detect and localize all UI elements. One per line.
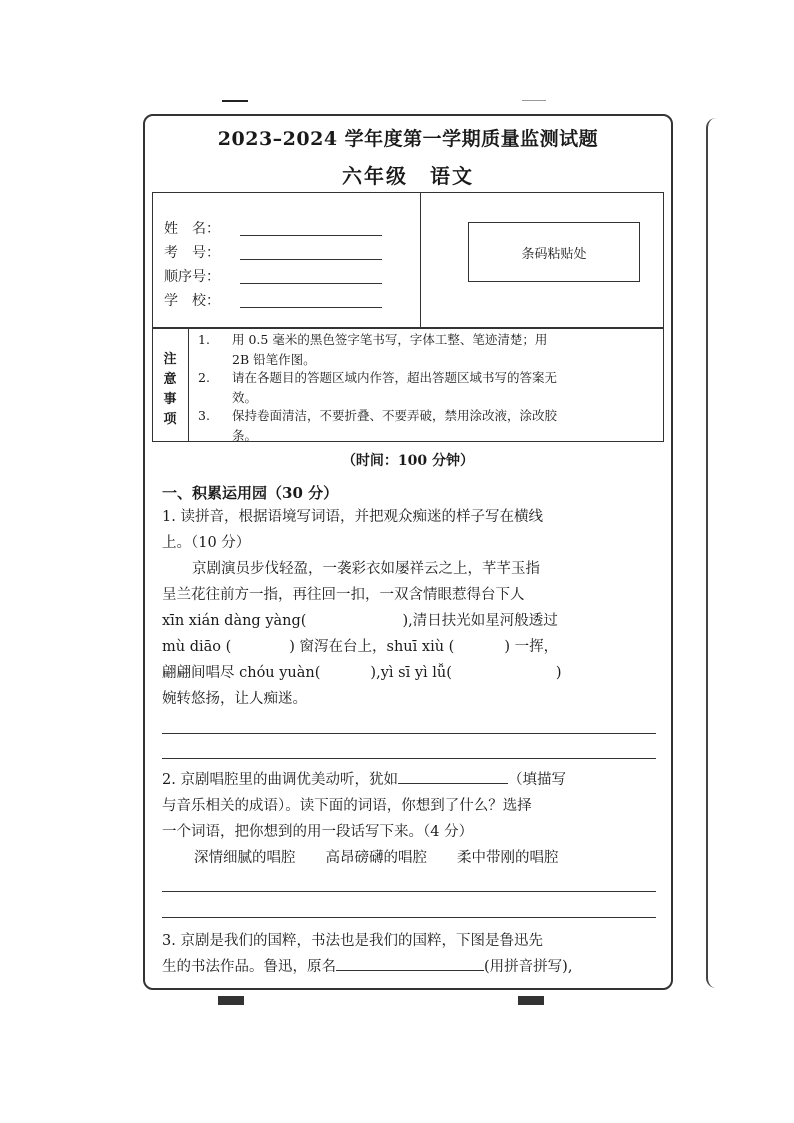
scan-mark-top-left [222,100,248,102]
notes-heading [152,350,188,430]
note-text [232,406,658,446]
q3-prompt-line: 3. 京剧是我们的国粹，书法也是我们的国粹，下图是鲁迅先 [162,933,543,949]
q2-prompt-line: 一个词语，把你想到的用一段话写下来。（4 分） [162,824,474,840]
exam-number-label: 考 号： [164,245,220,261]
pinyin-text: xīn xián dàng yàng( [162,613,307,629]
answer-line[interactable] [162,758,656,759]
note-text [232,368,658,408]
note-item [198,368,658,405]
school-label: 学 校： [164,293,220,309]
scan-block-right [518,996,544,1005]
order-number-input-line[interactable] [240,283,382,284]
q2-text: （填描写 [507,772,566,788]
note-item [198,330,658,367]
notes-heading-char: 事 [163,392,177,407]
q2-option: 深情细腻的唱腔 [194,850,296,866]
q2-option: 柔中带刚的唱腔 [457,850,559,866]
q1-passage-line: 呈兰花往前方一指，再往回一扣，一双含情眼惹得台下人 [162,587,525,603]
q1-passage-line [162,660,562,686]
exam-subtitle: 六年级 语文 [342,164,474,188]
note-number: 2. [198,370,210,385]
pinyin-text: ),yì sī yì lǚ( [370,665,452,681]
answer-line[interactable] [162,891,656,892]
original-name-blank[interactable] [336,970,484,971]
note-line: 用 0.5 毫米的黑色签字笔书写，字体工整、笔迹清楚；用 [232,332,548,347]
note-line: 条。 [232,428,258,443]
q2-option: 高昂磅礴的唱腔 [325,850,427,866]
notes-heading-char: 注 [163,352,177,367]
q1-prompt-line: 上。（10 分） [162,535,251,551]
next-page-edge [706,118,720,988]
note-line: 请在各题目的答题区域内作答，超出答题区域书写的答案无 [232,370,558,385]
exam-title: 2023–2024 学年度第一学期质量监测试题 [217,128,599,150]
q3-prompt-line [162,954,572,980]
barcode-area [468,222,640,282]
exam-number-input-line[interactable] [240,259,382,260]
q1-passage-line: 京剧演员步伐轻盈，一袭彩衣如屡祥云之上，芊芊玉指 [192,561,540,577]
note-number: 1. [198,332,210,347]
notes-heading-char: 意 [163,372,177,387]
pinyin-text: mù diāo ( [162,639,232,655]
info-divider [420,192,421,328]
notes-divider [188,328,189,442]
q2-options [194,845,559,871]
order-number-field[interactable] [164,266,236,286]
q3-text: 生的书法作品。鲁迅，原名 [162,959,336,975]
note-number: 3. [198,408,210,423]
note-line: 保持卷面清洁，不要折叠、不要弄破，禁用涂改液，涂改胶 [232,408,558,423]
idiom-blank[interactable] [398,783,508,784]
note-text [232,330,658,370]
q2-prompt-line [162,767,566,793]
school-input-line[interactable] [240,307,382,308]
name-input-line[interactable] [240,235,382,236]
scan-block-left [218,996,244,1005]
q3-text: (用拼音拼写), [484,959,573,975]
passage-text: ) 窗泻在台上，shuī xiù ( [289,639,455,655]
passage-text: ) [555,665,562,681]
passage-text: ),清日扶光如星河般透过 [402,613,558,629]
q2-prompt-line: 与音乐相关的成语）。读下面的词语，你想到了什么？选择 [162,798,532,814]
note-line: 2B 铅笔作图。 [232,352,316,367]
name-field[interactable] [164,218,236,238]
scan-mark-top-right [522,100,546,101]
q1-passage-line [162,634,558,660]
pinyin-text: 翩翩间唱尽 chóu yuàn( [162,665,321,681]
q2-text: 2. 京剧唱腔里的曲调优美动听，犹如 [162,772,398,788]
order-number-label: 顺序号： [164,269,220,285]
exam-number-field[interactable] [164,242,236,262]
section-heading: 一、积累运用园（30 分） [162,484,339,502]
name-label: 姓 名： [164,221,220,237]
notes-heading-char: 项 [163,412,177,427]
q1-passage-line [162,608,558,634]
school-field[interactable] [164,290,236,310]
exam-time: （时间：100 分钟） [341,453,475,469]
q1-prompt-line: 1. 读拼音，根据语境写词语，并把观众痴迷的样子写在横线 [162,509,543,525]
passage-text: ) 一挥， [504,639,559,655]
answer-line[interactable] [162,917,656,918]
note-item [198,406,658,443]
barcode-label: 条码粘贴处 [521,246,587,262]
answer-line[interactable] [162,733,656,734]
note-line: 效。 [232,390,258,405]
q1-passage-line: 婉转悠扬，让人痴迷。 [162,691,307,707]
